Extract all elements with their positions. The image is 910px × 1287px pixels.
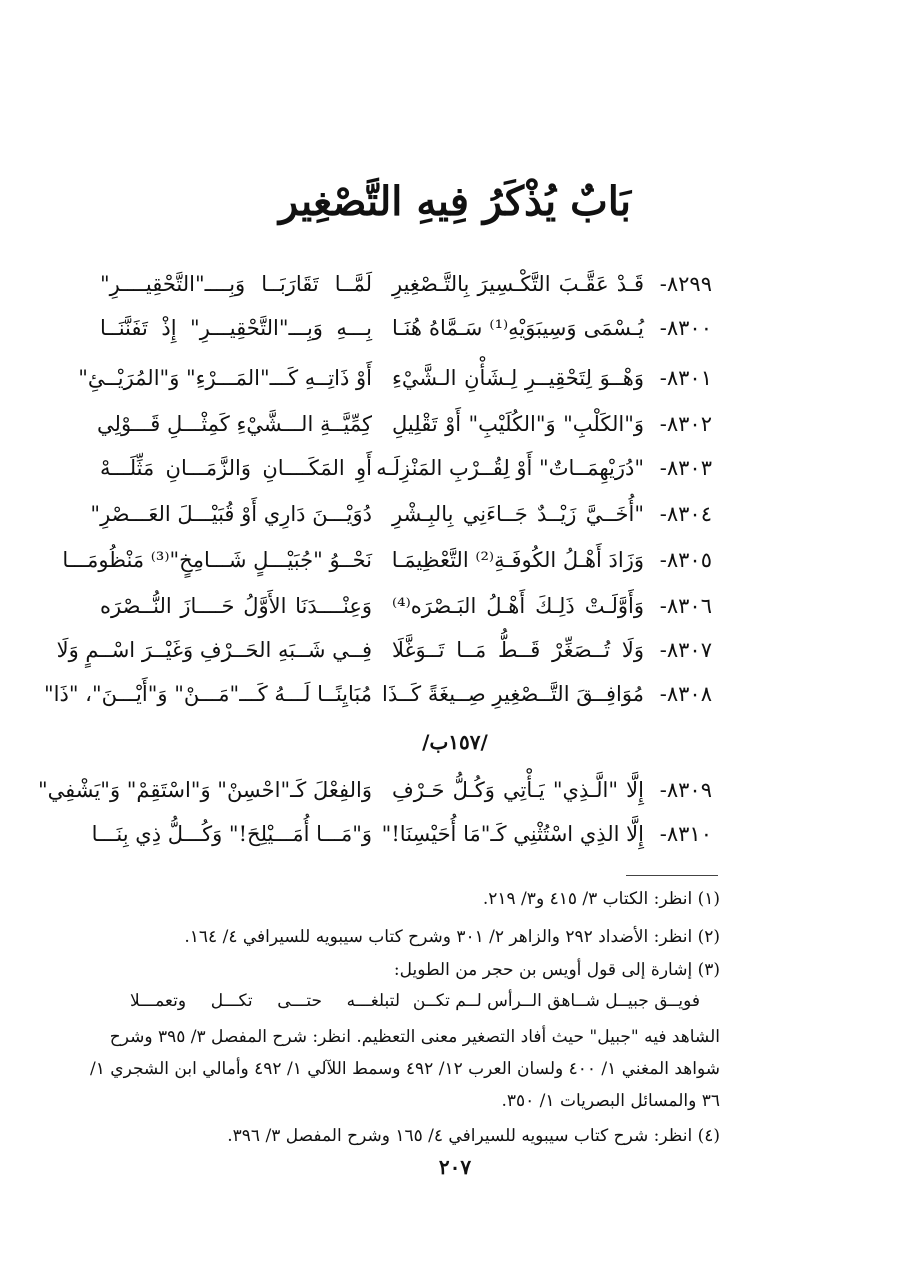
- footnote-verse-first: فويــق جبيــل شــاهق الــرأس لــم تكــن: [412, 991, 700, 1011]
- footnote: (٤) انظر: شرح كتاب سيبويه للسيرافي ٤/ ١٦٥ وشرح المفصل ٣/ ٣٩٦.: [227, 1126, 720, 1146]
- page-number: ٢٠٧: [438, 1155, 472, 1179]
- verse-second-hemistich: كِمِّيَّــةِ الـــشَّيْءِ كَمِثْـــلِ قَـــوْلِي: [97, 412, 372, 436]
- verse-number: ٨٣٠١-: [659, 366, 712, 390]
- verse-number: ٨٣٠٦-: [659, 594, 712, 618]
- verse-first-hemistich: إِلَّا "الَّـذِي" يَـأْتِي وَكُـلُّ حَـرْفِ: [392, 778, 644, 802]
- verse-first-hemistich: وَهْــوَ لِتَحْقِيــرِ لِـشَأْنِ الـشَّيْءِ: [392, 366, 644, 390]
- verse-number: ٨٣٠٢-: [659, 412, 712, 436]
- verse-second-hemistich: وَ"مَـــا أُمَـــيْلِحَ!" وَكُـــلُّ ذِي بِنَـــا: [91, 822, 372, 846]
- verse-first-hemistich: إِلَّا الذِي اسْتُثْنِي كَـ"مَا أُحَيْسِنَا!": [381, 822, 644, 846]
- verse-second-hemistich: مُبَايِنًــا لَـــهُ كَـــ"مَـــنْ" وَ"أَيْـــنَ"، "ذَا": [43, 682, 372, 706]
- verse-number: ٨٣٠٧-: [659, 638, 712, 662]
- verse-line: [100, 584, 712, 628]
- verse-line: [100, 306, 712, 350]
- verse-second-hemistich: وَالفِعْلَ كَـ"احْسِنْ" وَ"اسْتَقِمْ" وَ"يَشْفِي": [37, 778, 372, 802]
- verse-second-hemistich: فِــي شَــبَهِ الحَــرْفِ وَغَيْــرَ اسْــمٍ وَلَا: [56, 638, 372, 662]
- verse-line: [91, 812, 712, 856]
- footnote-verse-second: لتبلغـــه حتـــى تكـــل وتعمـــلا: [130, 991, 400, 1011]
- verse-first-hemistich: "أُخَــيَّ زَيْــدٌ جَــاءَنِي بِالبِـشْرِ: [392, 502, 644, 526]
- verse-second-hemistich: بِـــهِ وَبِـــ"التَّحْقِيـــرِ" إِذْ تَفَنَّنَــا: [100, 316, 372, 340]
- verse-number: ٨٣٠٥-: [659, 548, 712, 572]
- footnote: (١) انظر: الكتاب ٣/ ٤١٥ و٣/ ٢١٩.: [482, 889, 720, 909]
- verse-line: [90, 492, 712, 536]
- footnote-verse: [130, 986, 700, 1016]
- verse-second-hemistich: دُوَيْـــنَ دَارِي أَوْ قُبَيْـــلَ العَـــصْرِ": [90, 502, 372, 526]
- verse-first-hemistich: وَزَادَ أَهْـلُ الكُوفَـةِ⁽²⁾ التَّعْظِيمَـا: [391, 548, 644, 572]
- verse-line: [37, 768, 712, 812]
- chapter-title: بَابٌ يُذْكَرُ فِيهِ التَّصْغِير: [278, 178, 632, 225]
- verse-line: [100, 262, 712, 306]
- verse-line: [56, 628, 712, 672]
- verse-line: [62, 538, 712, 582]
- verse-second-hemistich: لَمَّــا تَقَارَبَــا وَبِــــ"التَّحْقِيــــرِ": [100, 272, 372, 296]
- verse-second-hemistich: أَوِ المَكَــــانِ وَالزَّمَـــانِ مَثِّلَـــهْ: [100, 456, 372, 480]
- verse-number: ٨٣٠٨-: [659, 682, 712, 706]
- footnote-separator: [626, 875, 718, 876]
- verse-line: [100, 446, 712, 490]
- verse-first-hemistich: وَلَا تُــصَغِّرْ قَــطُّ مَــا تَــوَغَّلَا: [392, 638, 644, 662]
- verse-first-hemistich: يُـسْمَى وَسِيبَوَيْهِ⁽¹⁾ سَـمَّاهُ هُنَـا: [392, 316, 644, 340]
- verse-line: [43, 672, 712, 716]
- verse-second-hemistich: وَعِنْــــدَنَا الأَوَّلُ حَــــازَ النُّــصْرَه: [100, 594, 372, 618]
- verse-first-hemistich: مُوَافِــقَ التَّــصْغِيرِ صِــيغَةً كَــذَا: [382, 682, 644, 706]
- verse-line: [97, 402, 712, 446]
- footnote-commentary-line: شواهد المغني ١/ ٤٠٠ ولسان العرب ١٢/ ٤٩٢ وسمط اللآلي ١/ ٤٩٢ وأمالي ابن الشجري ١/: [89, 1059, 720, 1079]
- verse-number: ٨٣٠٠-: [659, 316, 712, 340]
- folio-marker: /١٥٧ب/: [422, 730, 488, 754]
- verse-second-hemistich: نَحْــوُ "جُبَيْـــلٍ شَـــامِخٍ"⁽³⁾ مَنْظُومَـــا: [62, 548, 372, 572]
- verse-line: [78, 356, 712, 400]
- verse-first-hemistich: "دُرَيْهِمَــاتٌ" أَوْ لِقُــرْبِ المَنْزِلَـه: [376, 456, 644, 480]
- footnote: (٣) إشارة إلى قول أويس بن حجر من الطويل:: [393, 960, 720, 980]
- footnote-commentary-line: ٣٦ والمسائل البصريات ١/ ٣٥٠.: [501, 1091, 720, 1111]
- verse-number: ٨٣٠٩-: [659, 778, 712, 802]
- verse-number: ٨٣٠٤-: [659, 502, 712, 526]
- verse-first-hemistich: وَأَوَّلَـتْ ذَلِـكَ أَهْـلُ البَـصْرَه⁽⁴⁾: [392, 594, 644, 618]
- verse-first-hemistich: وَ"الكَلْبِ" وَ"الكُلَيْبِ" أَوْ تَقْلِيلِ: [392, 412, 644, 436]
- footnote: (٢) انظر: الأضداد ٢٩٢ والزاهر ٢/ ٣٠١ وشرح كتاب سيبويه للسيرافي ٤/ ١٦٤.: [184, 927, 720, 947]
- verse-second-hemistich: أَوْ ذَاتِــهِ كَـــ"المَـــرْءِ" وَ"المُرَيْــئِ": [78, 366, 372, 390]
- verse-first-hemistich: قَـدْ عَقَّـبَ التَّكْـسِيرَ بِالتَّـصْغِيرِ: [392, 272, 644, 296]
- verse-number: ٨٢٩٩-: [659, 272, 712, 296]
- footnote-commentary-line: الشاهد فيه "جبيل" حيث أفاد التصغير معنى التعظيم. انظر: شرح المفصل ٣/ ٣٩٥ وشرح: [109, 1027, 720, 1047]
- verse-number: ٨٣١٠-: [659, 822, 712, 846]
- verse-number: ٨٣٠٣-: [659, 456, 712, 480]
